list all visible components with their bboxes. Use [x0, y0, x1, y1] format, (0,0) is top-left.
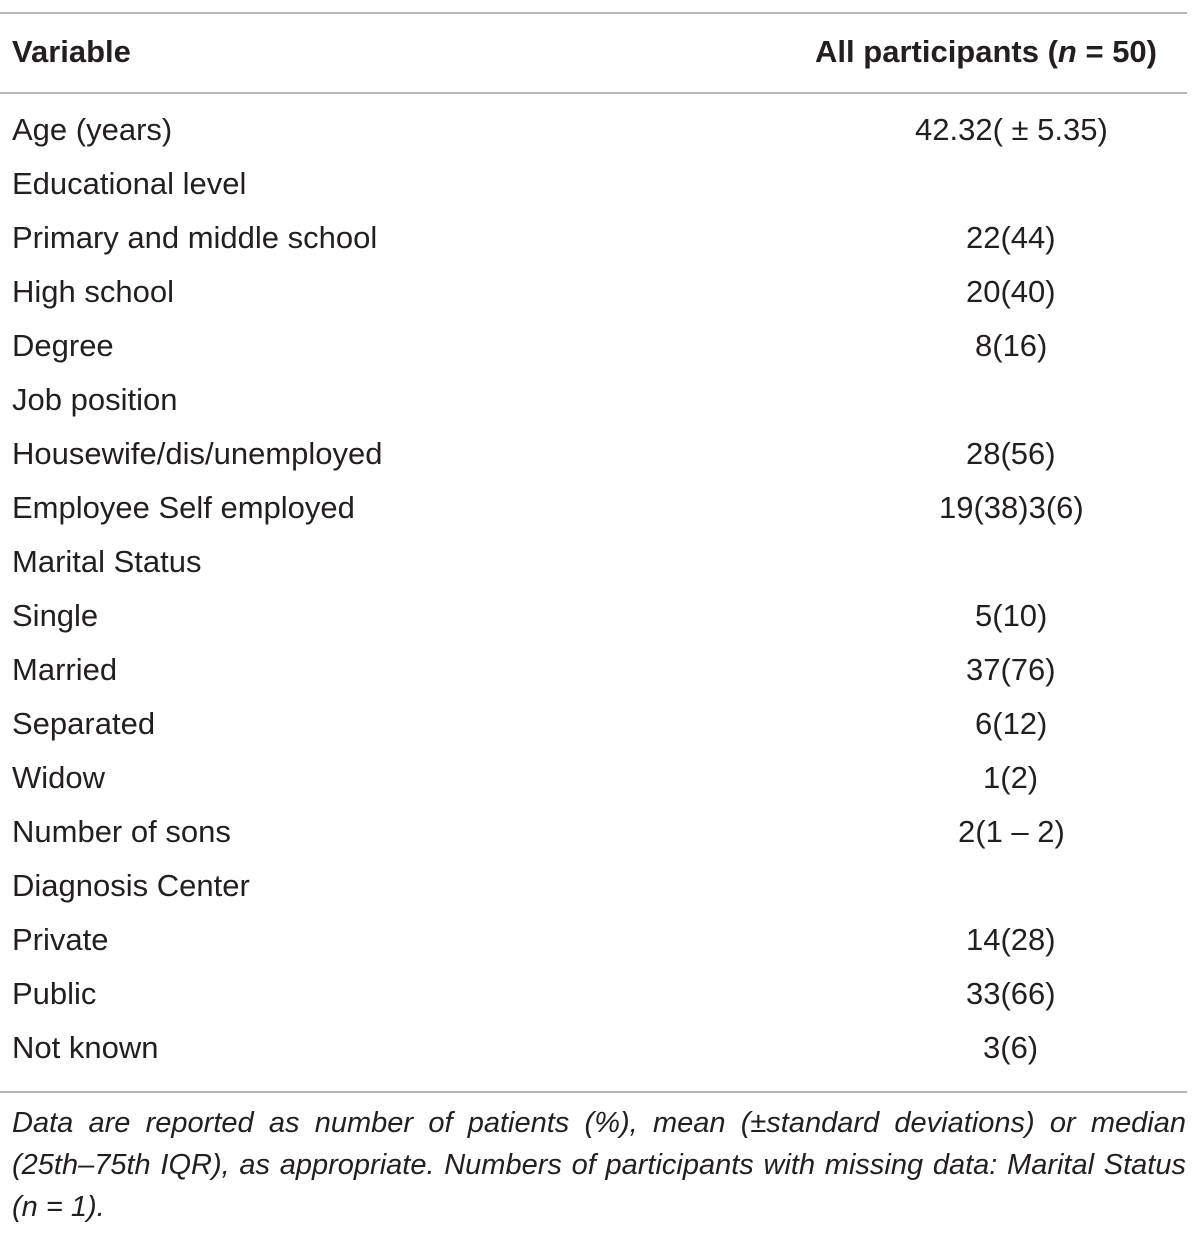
row-label: Degree [12, 328, 114, 363]
table-row [0, 916, 1187, 970]
row-label: Number of sons [12, 814, 231, 849]
table-row [0, 592, 1187, 646]
row-value: 14(28) [966, 922, 1056, 957]
table-footnote: Data are reported as number of patients (%), mean (±standard deviations) or median (25th–75th IQR), as appropriate. Numbers of participants with missing data: Marital Status (n = 1). [12, 1107, 1186, 1223]
row-value: 33(66) [966, 976, 1056, 1011]
row-label: Private [12, 922, 109, 957]
row-label: Job position [12, 382, 178, 417]
header-all-suffix: = 50) [1076, 34, 1157, 69]
row-value: 3(6) [983, 1030, 1039, 1065]
table-row [0, 214, 1187, 268]
table-row [0, 538, 1187, 592]
row-label: Diagnosis Center [12, 868, 250, 903]
table-row [0, 268, 1187, 322]
header-rule [0, 92, 1187, 94]
top-rule [0, 12, 1187, 14]
table-row [0, 160, 1187, 214]
row-label: Housewife/dis/unemployed [12, 436, 383, 471]
row-label: Public [12, 976, 97, 1011]
table-row [0, 1024, 1187, 1078]
table-row [0, 700, 1187, 754]
row-label: Widow [12, 760, 106, 795]
row-value: 6(12) [975, 706, 1048, 741]
row-label: Single [12, 598, 99, 633]
row-value: 19(38)3(6) [939, 490, 1084, 525]
table-row [0, 376, 1187, 430]
table-row [0, 322, 1187, 376]
row-label: Not known [12, 1030, 159, 1065]
header-all-n: n [1057, 34, 1077, 69]
header-all-participants [815, 34, 1157, 70]
table-row [0, 646, 1187, 700]
row-value: 20(40) [966, 274, 1056, 309]
table-row [0, 754, 1187, 808]
row-value: 2(1 – 2) [958, 814, 1065, 849]
row-label: Educational level [12, 166, 247, 201]
row-value: 42.32( ± 5.35) [915, 112, 1108, 147]
table-row [0, 484, 1187, 538]
table-row [0, 430, 1187, 484]
row-label: Employee Self employed [12, 490, 355, 525]
table-row [0, 970, 1187, 1024]
row-value: 22(44) [966, 220, 1056, 255]
header-variable: Variable [12, 34, 131, 69]
row-value: 5(10) [975, 598, 1048, 633]
table-header [0, 28, 1187, 78]
table-row [0, 106, 1187, 160]
row-label: Age (years) [12, 112, 173, 147]
row-label: Primary and middle school [12, 220, 378, 255]
row-value: 37(76) [966, 652, 1056, 687]
header-all-prefix: All participants ( [815, 34, 1058, 69]
row-value: 8(16) [975, 328, 1048, 363]
row-label: Married [12, 652, 118, 687]
row-label: Marital Status [12, 544, 202, 579]
table-row [0, 808, 1187, 862]
table-body [0, 106, 1187, 1078]
row-value: 28(56) [966, 436, 1056, 471]
row-label: High school [12, 274, 174, 309]
row-label: Separated [12, 706, 156, 741]
row-value: 1(2) [983, 760, 1039, 795]
bottom-rule [0, 1091, 1187, 1093]
table-row [0, 862, 1187, 916]
